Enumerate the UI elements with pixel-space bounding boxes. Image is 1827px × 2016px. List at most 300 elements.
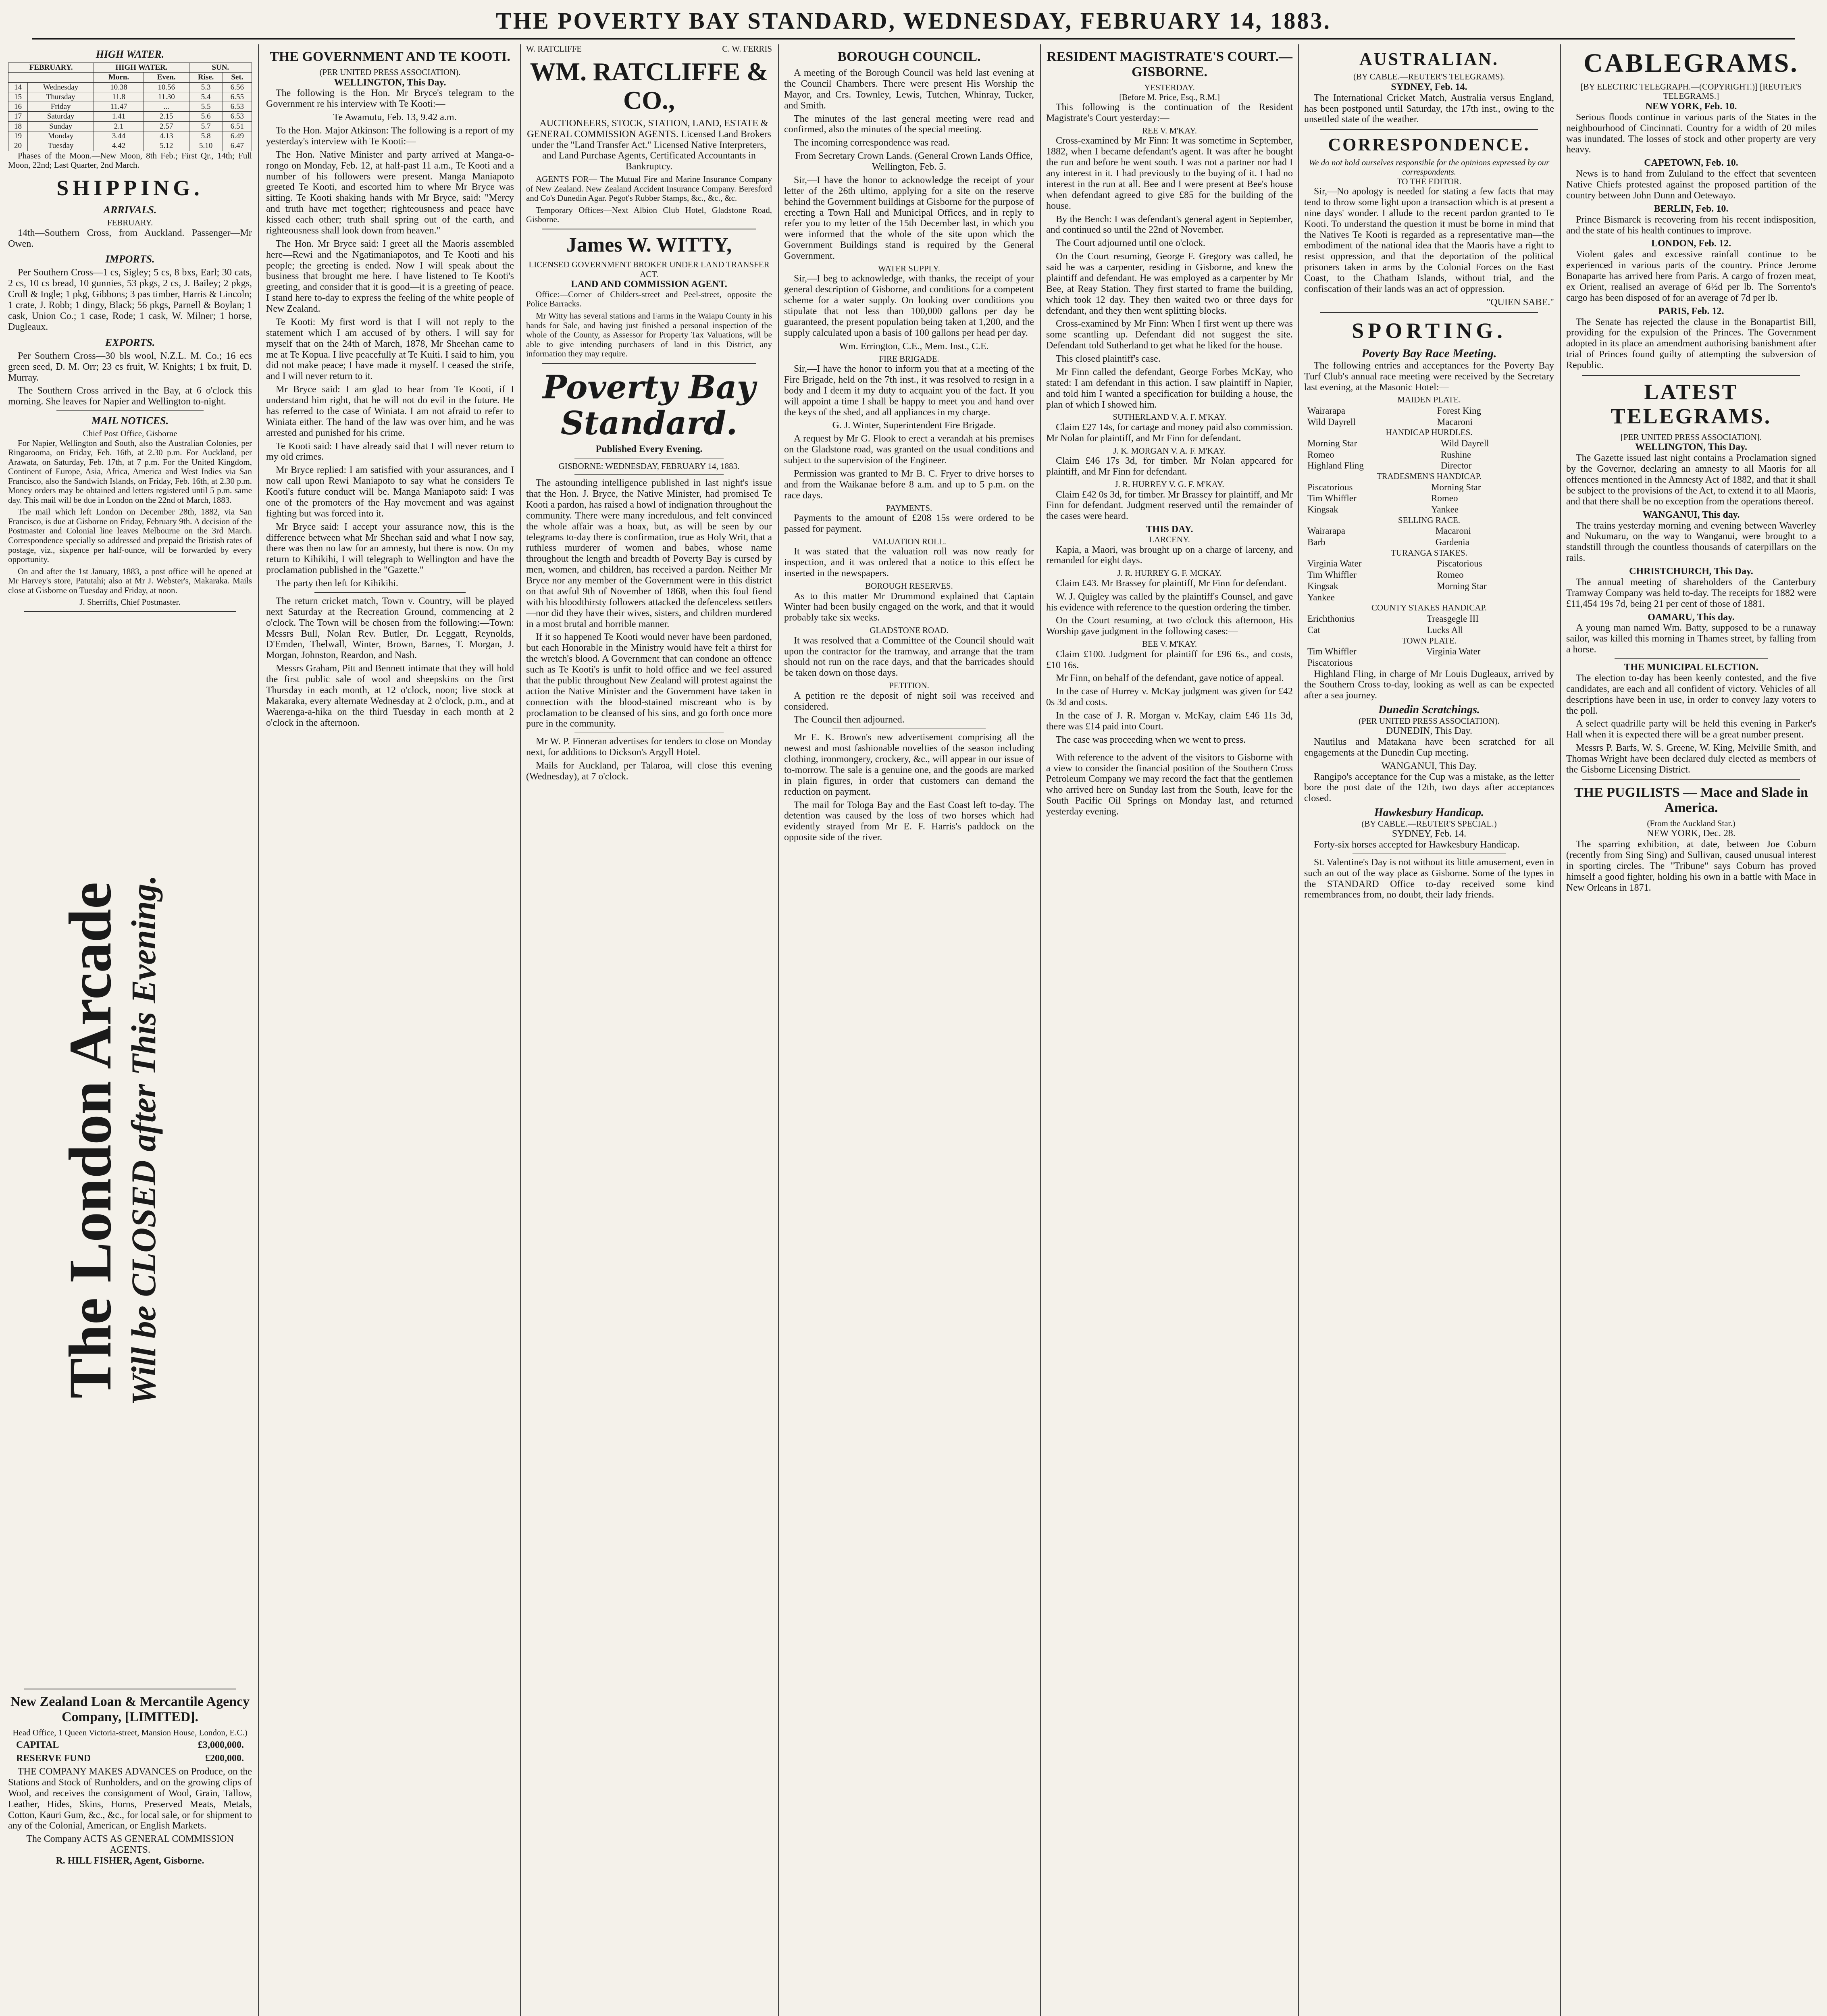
entry: Cat: [1307, 625, 1320, 635]
paragraph: Cross-examined by Mr Finn: When I first went up there was some scantling up. Defendant did not suggest the site. Defendant told Sutherland to get what he liked for the house.: [1046, 319, 1293, 351]
case-heading: SUTHERLAND V. A. F. M'KAY.: [1113, 412, 1226, 422]
tide-cell: 19: [8, 131, 28, 141]
tide-cell: Wednesday: [27, 82, 94, 92]
dateline: DUNEDIN, This Day.: [1386, 726, 1472, 737]
divider: [542, 363, 756, 364]
dunedin-heading: Dunedin Scratchings.: [1378, 704, 1480, 716]
tide-row: [8, 131, 252, 141]
leader-paragraph: The astounding intelligence published in last night's issue that the Hon. J. Bryce, the Native Minister, had promised Te Kooti a pardon, has raised a howl of indignation throughout the community. There were many incredulous, and felt convinced the whole affair was a hoax, but, as will be seen by our telegrams to-day there is confirmation, true as Holy Writ, that a ruthless murderer of women and babes, whose name throughout the length and breadth of Poverty Bay is cursed by men, women, and children, has received a pardon. Neither Mr Bryce nor any member of the Government were in this district on that awful 9th of November of 1868, when this foul fiend with his bloodthirsty followers attacked the defenceless settlers—nor did they have their wives, sisters, and children murdered in a most brutal and horrible manner.: [526, 478, 772, 629]
paragraph: To the Hon. Major Atkinson: The following is a report of my yesterday's interview with Te Kooti:—: [266, 125, 514, 147]
entry: Wild Dayrell: [1307, 417, 1356, 427]
southern-cross-note: The Southern Cross arrived in the Bay, at 6 o'clock this morning. She leaves for Napier and Wellington to-night.: [8, 385, 252, 407]
column-5: [1046, 44, 1293, 2016]
paragraph: By the Bench: I was defendant's general agent in September, and continued so until the 22nd of November.: [1046, 214, 1293, 235]
masthead-title: THE POVERTY BAY STANDARD, WEDNESDAY, FEBRUARY 14, 1883.: [496, 8, 1331, 34]
entry: [1434, 592, 1553, 603]
imports-text: Per Southern Cross—1 cs, Sigley; 5 cs, 8 bxs, Earl; 30 cats, 2 cs, 10 cs bread, 10 gunnies, 53 pkgs, 2 cs, J. Bailey; 2 pkgs, Croll & Ingle; 1 pkg, Gibbons; 3 pas timber, Harris & Lincoln; 1 crate, J. Robb; 1 dingy, Black; 56 pkgs, Parnell & Boylan; 1 cask, Union Co.; 1 case, Rode; 1 cask, W. Milner; 1 horse, Dugleaux.: [8, 267, 252, 332]
temporary-offices: Temporary Offices—Next Albion Club Hotel, Gladstone Road, Gisborne.: [526, 205, 772, 225]
tide-cell: 2.57: [144, 121, 189, 131]
tide-cell: 5.6: [189, 112, 223, 121]
tide-cell: 10.38: [94, 82, 144, 92]
paragraph: Payments to the amount of £208 15s were ordered to be passed for payment.: [784, 513, 1034, 534]
tide-header-sun: SUN.: [189, 63, 252, 73]
paragraph: Mr Finn, on behalf of the defendant, gave notice of appeal.: [1056, 673, 1284, 684]
divider: [1320, 129, 1538, 130]
dateline: NEW YORK, Feb. 10.: [1645, 101, 1737, 112]
witty-text: Mr Witty has several stations and Farms in the Waiapu County in his hands for Sale, and having just finished a personal inspection of the whole of the County, as Assessor for Property Tax Valuations, will be able to give intending purchasers of land in this District, any information they may require.: [526, 310, 772, 359]
arrivals-heading: ARRIVALS.: [103, 204, 157, 216]
subheading: PAYMENTS.: [886, 503, 932, 513]
tide-cell: 6.55: [223, 92, 252, 102]
witty-title: James W. WITTY,: [566, 233, 732, 256]
tide-cell: 5.10: [189, 141, 223, 151]
paragraph: The party then left for Kihikihi.: [276, 578, 398, 589]
london-arcade-ad: [8, 616, 252, 1685]
paragraph: Mr Finn called the defendant, George Forbes McKay, who stated: I am defendant in this action. I saw plaintiff in Napier, and told him I wanted a specification for building a house, the plan of which I showed him.: [1046, 367, 1293, 410]
paragraph: Mr E. K. Brown's new advertisement comprising all the newest and most fashionable novelties of the season including clothing, ironmongery, crockery, &c., will appear in our issue of to-morrow. The sale is a genuine one, and the goods are marked in plain figures, in order that customers can demand the reduction on payment.: [784, 732, 1034, 797]
subheading: WATER SUPPLY.: [878, 263, 940, 273]
tide-cell: 18: [8, 121, 28, 131]
nzloan-text: THE COMPANY MAKES ADVANCES on Produce, on the Stations and Stock of Runholders, and on the growing clips of Wool, and receives the consignment of Wool, Grain, Tallow, Leather, Hides, Skins, Horns, Preserved Meats, Metals, Cotton, Kauri Gum, &c., &c., for local sale, or for shipment to any of the Colonial, American, or English Markets.: [8, 1766, 252, 1831]
entry: Treasgegle III: [1427, 614, 1479, 624]
paragraph: The Senate has rejected the clause in the Bonapartist Bill, providing for the expulsion of the Princes. The Government adopted in its place an amendment authorising banishment after trial of Princes found guilty of attempting the subversion of Republic.: [1566, 317, 1816, 371]
reserve-label: RESERVE FUND: [16, 1753, 91, 1764]
divider: [1320, 312, 1538, 313]
paragraph: The International Cricket Match, Australia versus England, has been postponed until Saturday, the 17th inst., owing to the unsettled state of the weather.: [1304, 92, 1554, 125]
race-heading: SELLING RACE.: [1398, 515, 1460, 525]
cable-note: (PER UNITED PRESS ASSOCIATION).: [1358, 716, 1500, 726]
ad-tag-right: C. W. FERRIS: [722, 44, 772, 54]
article-title: RESIDENT MAGISTRATE'S COURT.—GISBORNE.: [1047, 49, 1292, 80]
ratcliffe-text: AUCTIONEERS, STOCK, STATION, LAND, ESTATE & GENERAL COMMISSION AGENTS. Licensed Land Brokers under the "Land Transfer Act." Licensed Native Interpreters, and Land Purchase Agents, Certificated Accountants in Bankruptcy.: [527, 118, 771, 172]
paragraph: Kapia, a Maori, was brought up on a charge of larceny, and remanded for eight days.: [1046, 544, 1293, 566]
subheading: YESTERDAY.: [1144, 83, 1195, 93]
paragraph: Sir,—I beg to acknowledge, with thanks, the receipt of your general description of Gisborne, and conditions for a competent scheme for a water supply. On looking over conditions you stipulate that not less than 100,000 gallons per day be guaranteed, the present population being taken at 1,200, and the supply calculated upon a basis of 100 gallons per head per day.: [784, 273, 1034, 338]
entry: Romeo: [1431, 493, 1458, 504]
dateline: LONDON, Feb. 12.: [1651, 238, 1731, 249]
tide-cell: 20: [8, 141, 28, 151]
tide-cell: Sunday: [27, 121, 94, 131]
paragraph: G. J. Winter, Superintendent Fire Brigade.: [832, 420, 996, 431]
paragraph: It was stated that the valuation roll was now ready for inspection, and it was ordered that a notice to this effect be inserted in the newspapers.: [784, 546, 1034, 579]
paragraph: The mail for Tologa Bay and the East Coast left to-day. The detention was caused by the loss of two horses which had evidently strayed from Mr E. F. Harris's paddock on the opposite side of the river.: [784, 800, 1034, 843]
tide-cell: 5.4: [189, 92, 223, 102]
paragraph: The following is the Hon. Mr Bryce's telegram to the Government re his interview with Te Kooti:—: [266, 88, 514, 110]
paragraph: Prince Bismarck is recovering from his recent indisposition, and the state of his health continues to improve.: [1566, 214, 1816, 236]
postmaster: J. Sherriffs, Chief Postmaster.: [79, 597, 181, 607]
race-entries: [1304, 525, 1554, 548]
entry: Lucks All: [1427, 625, 1463, 635]
municipal-heading: THE MUNICIPAL ELECTION.: [1624, 662, 1758, 673]
race-entries: [1304, 405, 1554, 428]
paragraph: From Secretary Crown Lands. (General Crown Lands Office, Wellington, Feb. 5.: [795, 151, 1033, 173]
tide-cell: 3.44: [94, 131, 144, 141]
ad-tag-left: W. RATCLIFFE: [526, 44, 582, 54]
case-heading: J. K. MORGAN V. A. F. M'KAY.: [1113, 446, 1226, 456]
race-entries: [1304, 613, 1554, 636]
nzloan-office: Head Office, 1 Queen Victoria-street, Mansion House, London, E.C.): [12, 1727, 248, 1737]
agents-for: AGENTS FOR— The Mutual Fire and Marine Insurance Company of New Zealand. New Zealand Accident Insurance Company. Beresford and Co's Dunedin Agar. Pegot's Rubber Stamps, &c., &c., &c.: [526, 174, 772, 203]
mail-office: Chief Post Office, Gisborne: [83, 429, 177, 439]
paragraph: Mr Bryce replied: I am satisfied with your assurances, and I now call upon Rewi Maniapoto to say what he considers Te Kooti's future conduct will be. Manga Maniapoto said: I was one of the promoters of the Hay movement and was against fighting but was forced into it.: [266, 465, 514, 519]
article-title: BOROUGH COUNCIL.: [837, 49, 981, 64]
entry: Macaroni: [1435, 526, 1471, 536]
tide-title: HIGH WATER.: [96, 48, 164, 60]
paragraph: Te Kooti: My first word is that I will not reply to the statement which I am accused of by others. I will say for myself that on the 24th of March, 1878, Mr Sheehan came to me at Te Kopua. I live peacefully at Te Kuiti. I said to him, you did not make peace; I have made it myself. I ceased the strife, and I will never return to it.: [266, 317, 514, 382]
dateline: WANGANUI, This Day.: [1381, 760, 1477, 771]
tide-cell: ...: [144, 102, 189, 112]
paragraph: Mails for Auckland, per Talaroa, will close this evening (Wednesday), at 7 o'clock.: [526, 760, 772, 782]
moon-phases: Phases of the Moon.—New Moon, 8th Feb.; First Qr., 14th; Full Moon, 22nd; Last Quarter, 2nd March.: [8, 150, 252, 170]
hawkesbury-heading: Hawkesbury Handicap.: [1374, 806, 1484, 819]
cable-note: (BY CABLE.—REUTER'S TELEGRAMS).: [1353, 72, 1505, 82]
witty-land: LAND AND COMMISSION AGENT.: [571, 279, 727, 290]
column-7: [1566, 44, 1816, 2016]
paragraph: With reference to the advent of the visitors to Gisborne with a view to consider the financial position of the Southern Cross Petroleum Company we may record the fact that the gentlemen who arrived here on Sunday last from the South, leave for the South Pacific Oil Springs on Monday last, and returned yesterday evening.: [1046, 752, 1293, 817]
entry: Wairarapa: [1307, 405, 1345, 416]
london-arcade-vertical: [56, 596, 177, 1685]
paragraph: The return cricket match, Town v. Country, will be played next Saturday at the Recreation Ground, commencing at 2 o'clock. The Town will be chosen from the following:—Town: Messrs Bull, Nolan Rev. Butler, Dr. Leggatt, Reynolds, D'Emden, Thelwall, Winter, Brown, Barnes, T. Morgan, J. Morgan, Johnston, Reardon, and Nash.: [266, 596, 514, 661]
paragraph: The following entries and acceptances for the Poverty Bay Turf Club's annual race meeting were received by the Secretary last evening, at the Masonic Hotel:—: [1304, 360, 1554, 393]
paragraph: The incoming correspondence was read.: [794, 137, 950, 148]
entry: Piscatorious: [1307, 482, 1353, 492]
entry: Wild Dayrell: [1440, 438, 1489, 448]
cablegrams-heading: CABLEGRAMS.: [1584, 48, 1799, 78]
paragraph: This closed plaintiff's case.: [1056, 354, 1161, 364]
paragraph: The sparring exhibition, at date, between Joe Coburn (recently from Sing Sing) and Sullivan, caused unusual interest in sporting circles. The "Tribune" says Coburn has proved himself a good fighter, holding his own in a battle with Mace in New Orleans in 1871.: [1566, 839, 1816, 893]
mail-notices-heading: MAIL NOTICES.: [91, 415, 169, 427]
dateline: WELLINGTON, This Day.: [334, 77, 446, 88]
paragraph: Sir,—I have the honor to inform you that at a meeting of the Fire Brigade, held on the 7th inst., it was resolved to resign in a body and I deem it my duty to acquaint you of the fact. If you will appoint a time I shall be happy to meet you and hand over the keys of the shed, and all appliances in my charge.: [784, 364, 1034, 418]
paragraph: Mr W. P. Finneran advertises for tenders to close on Monday next, for additions to Dickson's Argyll Hotel.: [526, 736, 772, 758]
entry: Gardenia: [1435, 537, 1469, 548]
tide-cell: 6.56: [223, 82, 252, 92]
tide-cell: Thursday: [27, 92, 94, 102]
paragraph: Claim £27 14s, for cartage and money paid also commission. Mr Nolan for plaintiff, and Mr Finn for defendant.: [1046, 422, 1293, 444]
entry: Tim Whiffler: [1307, 646, 1357, 657]
paragraph: Claim £42 0s 3d, for timber. Mr Brassey for plaintiff, and Mr Finn for defendant. Judgment reserved until the remainder of the cases were heard.: [1046, 489, 1293, 522]
column-4: [784, 44, 1034, 2016]
paragraph: On the Court resuming, George F. Gregory was called, he said he was a carpenter, residing in Gisborne, and knew the plaintiff and defendant. He was employed as a carpenter by Mr Bee, at Reay Station. They first started to frame the building, which took 12 day. They then waited two or three days for defendant, and they then went splitting blocks.: [1046, 251, 1293, 316]
australian-heading: AUSTRALIAN.: [1359, 49, 1499, 69]
paragraph: Te Awamutu, Feb. 13, 9.42 a.m.: [333, 112, 457, 123]
tide-cell: Saturday: [27, 112, 94, 121]
cable-note: [PER UNITED PRESS ASSOCIATION].: [1620, 432, 1762, 442]
letter-signature: "QUIEN SABE.": [1486, 297, 1554, 308]
arrivals-text: 14th—Southern Cross, from Auckland. Passenger—Mr Owen.: [8, 227, 252, 249]
divider: [314, 592, 466, 593]
masthead-rule: [32, 38, 1795, 40]
entry: Romeo: [1437, 570, 1464, 580]
tide-cell: 6.51: [223, 121, 252, 131]
dateline: WANGANUI, This day.: [1642, 509, 1740, 520]
entry: Wairarapa: [1307, 526, 1345, 536]
tide-row: [8, 92, 252, 102]
tide-cell: 17: [8, 112, 28, 121]
tide-cell: 14: [8, 82, 28, 92]
ad-tags: [526, 44, 772, 54]
tide-cell: 11.30: [144, 92, 189, 102]
race-heading: COUNTY STAKES HANDICAP.: [1371, 603, 1487, 613]
nzloan-title: New Zealand Loan & Mercantile Agency Company, [LIMITED].: [10, 1694, 250, 1724]
reserve-row: [16, 1753, 244, 1764]
article-subtitle: (PER UNITED PRESS ASSOCIATION).: [319, 67, 461, 77]
dateline: SYDNEY, Feb. 14.: [1392, 829, 1467, 839]
paragraph: St. Valentine's Day is not without its little amusement, even in such an out of the way place as Gisborne. Some of the types in the STANDARD Office to-day received some kind remembrances from, no doubt, their lady friends.: [1304, 857, 1554, 900]
paragraph: Claim £46 17s 3d, for timber. Mr Nolan appeared for plaintiff, and Mr Finn for defendant.: [1046, 456, 1293, 477]
entry: [1424, 658, 1553, 668]
london-arcade-title: The London Arcade: [57, 882, 124, 1399]
london-arcade-notice: Will be CLOSED after This Evening.: [124, 875, 163, 1406]
dateline: CHRISTCHURCH, This Day.: [1629, 566, 1753, 577]
mail-text: For Napier, Wellington and South, also the Australian Colonies, per Ringarooma, on Friday, Feb. 16th, at 2.30 p.m. For Auckland, per Arawata, on Saturday, Feb. 17th, at 7 p.m. For the United Kingdom, Continent of Europe, Asia, Africa, America and West Indies via San Francisco, also the Sandwich Islands, on Friday, Feb. 16th, at 2.30 p.m. Money orders may be obtained and letters registered until 5 p.m. same day. This mail will be due in London on the 22nd of March, 1883.: [8, 438, 252, 505]
paragraph: Cross-examined by Mr Finn: It was sometime in September, 1882, when I became defendant's agent. It was after he bought the run and before he went south. I was not a partner nor had I any interest in it. I had previously to the buying of it. I had no interest in the run at all. Bee and I were present at Bee's house when defendant agreed to give £85 for the building of the house.: [1046, 135, 1293, 211]
paragraph: The annual meeting of shareholders of the Canterbury Tramway Company was held to-day. The receipts for 1882 were £11,454 19s 7d, being 21 per cent of those of 1881.: [1566, 577, 1816, 609]
reserve-value: £200,000.: [205, 1753, 244, 1764]
subheading: FIRE BRIGADE.: [879, 354, 939, 364]
pugilists-source: (From the Auckland Star.): [1647, 818, 1735, 828]
paragraph: Te Kooti said: I have already said that I will never return to my old crimes.: [266, 441, 514, 462]
race-heading: HANDICAP HURDLES.: [1386, 427, 1473, 437]
entry: Virginia Water: [1307, 558, 1362, 569]
race-entries: [1304, 558, 1554, 603]
paragraph: Violent gales and excessive rainfall continue to be experienced in various parts of the country. Prince Jerome Bonaparte has arrived here from Paris. A cargo of frozen meat, ex Orient, realised an average of 6½d per lb. The Sorrento's cargo has been disposed of for an average of 7d per lb.: [1566, 249, 1816, 303]
dateline: NEW YORK, Dec. 28.: [1647, 828, 1735, 839]
entry: Highland Fling: [1307, 460, 1364, 471]
divider: [1582, 779, 1800, 780]
entry: Romeo: [1307, 449, 1334, 460]
divider: [1582, 375, 1800, 376]
tide-cell: 2.15: [144, 112, 189, 121]
capital-value: £3,000,000.: [198, 1740, 244, 1751]
tide-cell: 5.3: [189, 82, 223, 92]
subheading: BOROUGH RESERVES.: [865, 581, 953, 591]
paragraph: Highland Fling, in charge of Mr Louis Dugleaux, arrived by the Southern Cross to-day, looking as well as can be expected after a sea journey.: [1304, 669, 1554, 701]
subheading: LARCENY.: [1149, 535, 1190, 544]
case-heading: BEE V. M'KAY.: [1142, 639, 1197, 649]
tide-header-water: HIGH WATER.: [94, 63, 189, 73]
tide-header-month: FEBRUARY.: [8, 63, 94, 73]
entry: Tim Whiffler: [1307, 570, 1357, 580]
tide-row: [8, 102, 252, 112]
paragraph: The trains yesterday morning and evening between Waverley and Nukumaru, on the way to Wanganui, were brought to a standstill through the countless thousands of caterpillars on the rails.: [1566, 520, 1816, 564]
tide-cell: 4.42: [94, 141, 144, 151]
race-entries: [1304, 646, 1554, 669]
tide-cell: 5.8: [189, 131, 223, 141]
tide-cell: 15: [8, 92, 28, 102]
mail-note-2: On and after the 1st January, 1883, a post office will be opened at Mr Harvey's store, Patutahi; also at Mr J. Webster's, Makaraka. Mails close at Gisborne on Tuesday and Friday, at noon.: [8, 566, 252, 595]
case-heading: J. R. HURREY V. G. F. M'KAY.: [1115, 479, 1224, 489]
entry: Director: [1440, 460, 1472, 471]
standard-title: Poverty Bay Standard.: [542, 368, 756, 442]
paragraph: Nautilus and Matakana have been scratched for all engagements at the Dunedin Cup meeting.: [1304, 736, 1554, 758]
tide-cell: 6.53: [223, 102, 252, 112]
dateline: SYDNEY, Feb. 14.: [1391, 81, 1467, 92]
paragraph: Claim £43. Mr Brassey for plaintiff, Mr Finn for defendant.: [1056, 578, 1287, 589]
tide-row: [8, 82, 252, 92]
letter-text: Sir,—No apology is needed for stating a few facts that may tend to throw some light upon a transaction which is at present a nine days' wonder. I allude to the recent pardon granted to Te Kooti. To understand the question it must be borne in mind that the Natives Te Kooti is regarded as a representative man—the embodiment of the national idea that the Maoris have a right to resist oppression, and that the deportation of the political prisoners taken in arms by the Colonial Forces on the East Coast, to the Chatham Islands, without trial, and the confiscation of their lands was an act of oppression.: [1304, 186, 1554, 294]
entry: Barb: [1307, 537, 1326, 548]
tide-cell: Tuesday: [27, 141, 94, 151]
divider: [1615, 658, 1768, 659]
column-1: [8, 44, 252, 2016]
witty-sub: LICENSED GOVERNMENT BROKER UNDER LAND TRANSFER ACT.: [529, 260, 770, 279]
column-rule: [778, 44, 779, 2016]
paragraph: The election to-day has been keenly contested, and the five candidates, are each and all confident of victory. Vehicles of all descriptions have been in use, in order to convey lazy voters to the poll.: [1566, 673, 1816, 716]
witty-office: Office:—Corner of Childers-street and Peel-street, opposite the Police Barracks.: [526, 289, 772, 309]
entry: Rushine: [1440, 449, 1471, 460]
tide-cell: 2.1: [94, 121, 144, 131]
column-rule: [520, 44, 521, 2016]
latest-telegrams-heading: LATEST TELEGRAMS.: [1611, 379, 1772, 429]
column-6: [1304, 44, 1554, 2016]
published-line: Published Every Evening.: [595, 444, 703, 454]
tide-cell: 10.56: [144, 82, 189, 92]
column-rule: [258, 44, 259, 2016]
subheading: [Before M. Price, Esq., R.M.]: [1119, 92, 1220, 102]
paragraph: The Hon. Native Minister and party arrived at Manga-o-rongo on Monday, Feb. 12, at half-past 11 a.m., Te Kooti and a number of his followers were present. Manga Maniapoto greeted Te Kooti, and escorted him to where Mr Bryce was sitting. Te Kooti shaking hands with Mr Bryce, said: "Mercy and truth have met together; righteousness and peace have kissed each other; truth shall spring out of the earth, and righteousness shall look down from heaven.": [266, 149, 514, 236]
entry: Macaroni: [1437, 417, 1473, 427]
column-2: [266, 44, 514, 2016]
entry: Erichthonius: [1307, 614, 1355, 624]
paragraph: The Hon. Mr Bryce said: I greet all the Maoris assembled here—Rewi and the Ngatimaniapotos, and Te Kooti and his people; the greeting is ended. Now I will speak about the business that brought me here. I have listened to Te Kooti's greeting, and consider that it is good—it is a greeting of peace. I stand here to-day to express the feeling of the white people of New Zealand.: [266, 238, 514, 314]
paragraph: News is to hand from Zululand to the effect that seventeen Native Chiefs protested against the proposed partition of the country between John Dunn and Oetewayo.: [1566, 169, 1816, 201]
entry: Tim Whiffler: [1307, 493, 1357, 504]
column-3: [526, 44, 772, 2016]
tide-sub: Morn.: [94, 73, 144, 82]
tide-cell: 5.5: [189, 102, 223, 112]
race-heading: TRADESMEN'S HANDICAP.: [1376, 471, 1482, 481]
tide-sub: Even.: [144, 73, 189, 82]
case-heading: REE V. M'KAY.: [1142, 125, 1197, 135]
tide-cell: 16: [8, 102, 28, 112]
paragraph: Serious floods continue in various parts of the States in the neighbourhood of Cincinnati. Country for a width of 20 miles was inundated. The losses of stock and other property are very heavy.: [1566, 112, 1816, 155]
paragraph: On the Court resuming, at two o'clock this afternoon, His Worship gave judgment in the following cases:—: [1046, 615, 1293, 637]
entry: Kingsak: [1307, 581, 1338, 591]
correspondence-note: We do not hold ourselves responsible for the opinions expressed by our correspondents.: [1309, 157, 1550, 177]
paragraph: A meeting of the Borough Council was held last evening at the Council Chambers. There were present His Worship the Mayor, and Crs. Townley, Lewis, Tutchen, Whinray, Tucker, and Smith.: [784, 68, 1034, 111]
entry: Virginia Water: [1426, 646, 1481, 657]
column-rule: [1560, 44, 1561, 2016]
entry: Morning Star: [1431, 482, 1481, 492]
column-rule: [1040, 44, 1041, 2016]
correspondence-heading: CORRESPONDENCE.: [1328, 135, 1530, 155]
tide-cell: 5.7: [189, 121, 223, 131]
paragraph: The case was proceeding when we went to press.: [1056, 734, 1246, 745]
entry: Morning Star: [1307, 438, 1357, 448]
cable-note: (BY CABLE.—REUTER'S SPECIAL.): [1361, 818, 1497, 829]
shipping-heading: SHIPPING.: [56, 175, 204, 200]
exports-heading: EXPORTS.: [105, 336, 155, 348]
tide-cell: 11.47: [94, 102, 144, 112]
entry: Kingsak: [1307, 504, 1338, 515]
dateline: PARIS, Feb. 12.: [1658, 306, 1724, 317]
mail-note: The mail which left London on December 28th, 1882, via San Francisco, is due at Gisborne on Friday, February 9th. A decision of the Postmaster and Colonial line leaves Melbourne on the 3rd March. Correspondence specially so addressed and prepaid the Bristish rates of postage, viz., sixpence per half-ounce, will be forwarded by every opportunity.: [8, 507, 252, 564]
entry: Yankee: [1307, 592, 1335, 602]
ratcliffe-title: WM. RATCLIFFE & CO.,: [530, 57, 768, 115]
dateline: OAMARU, This day.: [1648, 612, 1735, 623]
divider: [56, 410, 204, 411]
paragraph: A petition re the deposit of night soil was received and considered.: [784, 690, 1034, 712]
tide-sub: Set.: [223, 73, 252, 82]
pugilists-heading: THE PUGILISTS — Mace and Slade in America.: [1574, 785, 1808, 815]
paragraph: This following is the continuation of the Resident Magistrate's Court yesterday:—: [1046, 102, 1293, 124]
tide-table: [8, 62, 252, 151]
article-title: THE GOVERNMENT AND TE KOOTI.: [270, 49, 510, 64]
tide-cell: 5.12: [144, 141, 189, 151]
arrivals-month: FEBRUARY.: [107, 218, 153, 228]
tide-cell: 4.13: [144, 131, 189, 141]
fisher-signature: R. HILL FISHER, Agent, Gisborne.: [56, 1856, 204, 1866]
paragraph: Mr Bryce said: I accept your assurance now, this is the difference between what Mr Sheehan said and what I now say, there was then no law for an amnesty, but there is now. On my return to Kihikihi, I will telegraph to Wellington and have the proclamation published in the "Gazette.": [266, 521, 514, 576]
exports-text: Per Southern Cross—30 bls wool, N.Z.L. M. Co.; 16 ecs green seed, D. M. Orr; 23 cs fruit, W. Knights; 1 bx fruit, D. Murray.: [8, 350, 252, 383]
entry: Forest King: [1437, 405, 1482, 416]
masthead: [0, 7, 1827, 40]
tide-row: [8, 141, 252, 151]
dateline: BERLIN, Feb. 10.: [1654, 203, 1729, 214]
paragraph: As to this matter Mr Drummond explained that Captain Winter had been busily engaged on the work, and that it would probably take six weeks.: [784, 591, 1034, 623]
tide-cell: 6.49: [223, 131, 252, 141]
to-editor: TO THE EDITOR.: [1396, 176, 1462, 186]
tide-cell: 1.41: [94, 112, 144, 121]
paragraph: A young man named Wm. Batty, supposed to be a runaway sailor, was killed this morning in Thames street, by falling from a horse.: [1566, 623, 1816, 655]
tide-cell: 11.8: [94, 92, 144, 102]
paragraph: The minutes of the last general meeting were read and confirmed, also the minutes of the special meeting.: [784, 113, 1034, 135]
tide-row: [8, 112, 252, 121]
paragraph: Messrs Graham, Pitt and Bennett intimate that they will hold the first public sale of wool and sheepskins on the first Thursday in each month, at 12 o'clock, noon; live stock at Makaraka, every alternate Wednesday at 2 o'clock, p.m., and at Waerenga-a-hika on the third Tuesday in each month at 2 o'clock in the afternoon.: [266, 663, 514, 728]
paragraph: Mr Bryce said: I am glad to hear from Te Kooti, if I understand him right, that he will not do evil in the future. He has referred to the case of Winiata. I am not afraid to refer to Winiata either. The hand of the law was over him, and he was arrested and punished for his crime.: [266, 384, 514, 438]
paragraph: In the case of Hurrey v. McKay judgment was given for £42 0s 3d and costs.: [1046, 686, 1293, 708]
race-heading: TURANGA STAKES.: [1391, 548, 1467, 558]
race-entries: [1304, 481, 1554, 516]
tide-row: [8, 121, 252, 131]
paragraph: Permission was granted to Mr B. C. Fryer to drive horses to and from the Waikanae before 8 a.m. and up to 5 p.m. on the race days.: [784, 468, 1034, 501]
subheading: GLADSTONE ROAD.: [870, 625, 949, 635]
paragraph: Forty-six horses accepted for Hawkesbury Handicap.: [1314, 839, 1520, 850]
paragraph: Messrs P. Barfs, W. S. Greene, W. King, Melville Smith, and Thomas Wright have been declared duly elected as members of the Gisborne Licensing District.: [1566, 743, 1816, 775]
paragraph: Wm. Errington, C.E., Mem. Inst., C.E.: [839, 341, 989, 352]
paragraph: The Gazette issued last night contains a Proclamation signed by the Governor, declaring an amnesty to all Maoris for all offences mentioned in the Amnesty Act of 1882, and that it shall be subject to the provisions of the Act, to extend it to all Maoris, and that there shall be no exception from the operations thereof.: [1566, 453, 1816, 507]
paragraph: Claim £100. Judgment for plaintiff for £96 6s., and costs, £10 16s.: [1046, 649, 1293, 671]
paragraph: The Council then adjourned.: [794, 714, 905, 725]
race-entries: [1304, 437, 1554, 472]
entry: Morning Star: [1437, 581, 1487, 591]
capital-row: [16, 1740, 244, 1751]
imports-heading: IMPORTS.: [105, 253, 155, 265]
paragraph: The Court adjourned until one o'clock.: [1056, 238, 1205, 249]
case-heading: J. R. HURREY G. F. MCKAY.: [1117, 568, 1222, 578]
entry: Piscatorious: [1307, 657, 1353, 668]
dateline: CAPETOWN, Feb. 10.: [1644, 158, 1738, 169]
tide-sub: Rise.: [189, 73, 223, 82]
divider: [574, 474, 724, 475]
sporting-heading: SPORTING.: [1352, 318, 1507, 343]
tide-cell: 6.53: [223, 112, 252, 121]
nzloan-agents: The Company ACTS AS GENERAL COMMISSION AGENTS.: [26, 1834, 234, 1856]
tide-cell: 6.47: [223, 141, 252, 151]
paragraph: Sir,—I have the honor to acknowledge the receipt of your letter of the 26th ultimo, applying for a site on the reserve behind the Government buildings at Gisborne for the purpose of erecting a Town Hall and Municipal Offices, and in reply to refer you to my letter of the 15th December last, in which you were informed that the whole of the site upon which the Government Buildings stand is required by the General Government.: [784, 175, 1034, 262]
paragraph: Rangipo's acceptance for the Cup was a mistake, as the letter bore the post date of the 12th, two days after acceptances closed.: [1304, 771, 1554, 804]
paragraph: A request by Mr G. Flook to erect a verandah at his premises on the Gladstone road, was granted on the usual conditions and subject to the supervision of the Engineer.: [784, 433, 1034, 466]
paragraph: It was resolved that a Committee of the Council should wait upon the contractor for the tramway, and arrange that the tram should not run on the race days, and that the barricades should be taken down on those days.: [784, 635, 1034, 679]
subheading: THIS DAY.: [1146, 524, 1193, 535]
paragraph: In the case of J. R. Morgan v. McKay, claim £46 11s 3d, there was £14 paid into Court.: [1046, 710, 1293, 732]
subheading: PETITION.: [889, 681, 929, 691]
race-heading: TOWN PLATE.: [1401, 635, 1457, 646]
subheading: VALUATION ROLL.: [872, 536, 946, 546]
tide-cell: Monday: [27, 131, 94, 141]
cable-note: [BY ELECTRIC TELEGRAPH.—(COPYRIGHT.)] [REUTER'S TELEGRAMS.]: [1580, 81, 1802, 101]
